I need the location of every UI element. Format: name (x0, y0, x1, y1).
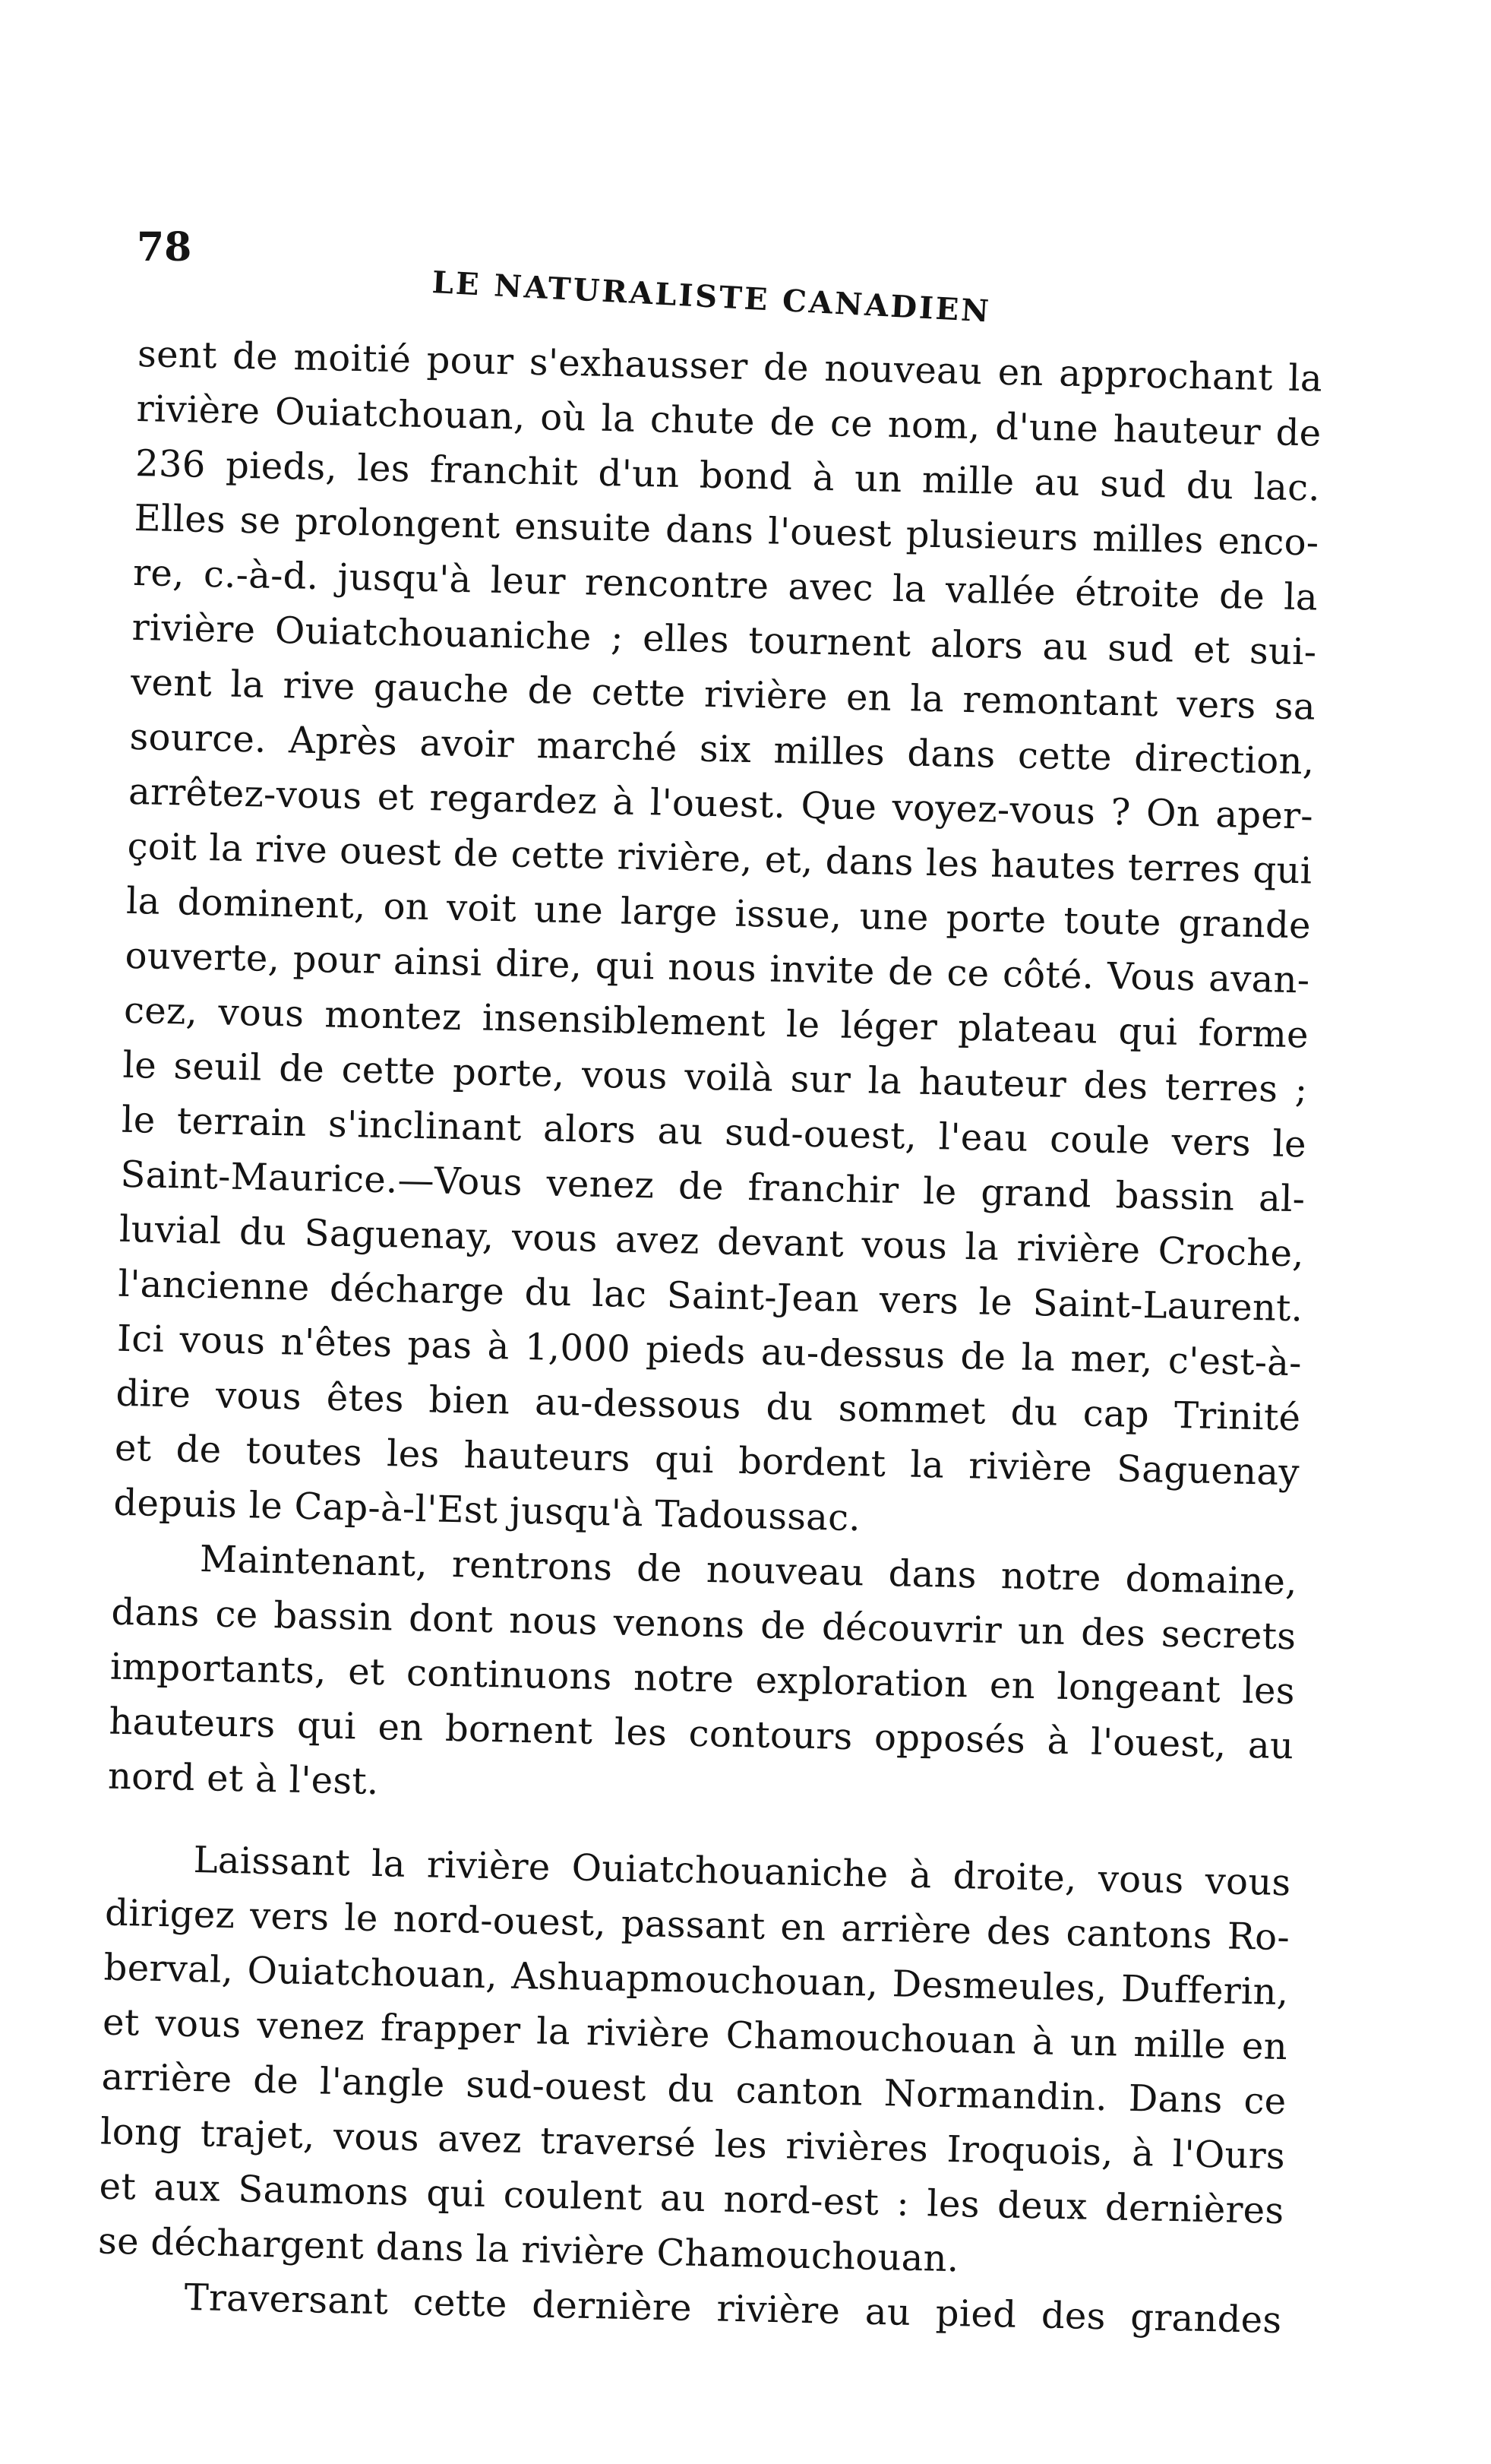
text-line: long trajet, vous avez traversé les rivières Iroquois, à l'Ours (100, 2110, 1286, 2178)
page-number: 78 (137, 224, 192, 270)
text-line: Saint-Maurice.—Vous venez de franchir le grand bassin al- (120, 1153, 1306, 1221)
text-line: vent la rive gauche de cette rivière en la remontant vers sa (130, 660, 1316, 729)
text-line: depuis le Cap-à-l'Est jusqu'à Tadoussac. (112, 1481, 861, 1540)
text-line: ouverte, pour ainsi dire, qui nous invite de ce côté. Vous avan- (125, 934, 1310, 1002)
text-line: arrêtez-vous et regardez à l'ouest. Que voyez-vous ? On aper- (128, 770, 1314, 838)
text-line: rivière Ouiatchouaniche ; elles tournent alors au sud et sui- (131, 606, 1317, 674)
text-line: le terrain s'inclinant alors au sud-ouest, l'eau coule vers le (121, 1098, 1307, 1166)
running-title: LE NATURALISTE CANADIEN (431, 264, 992, 330)
text-line: le seuil de cette porte, vous voilà sur la hauteur des terres ; (122, 1043, 1308, 1112)
text-line: Laissant la rivière Ouiatchouaniche à droite, vous vous (193, 1838, 1292, 1905)
text-line: l'ancienne décharge du lac Saint-Jean vers le Saint-Laurent. (118, 1262, 1303, 1330)
text-line: et de toutes les hauteurs qui bordent la rivière Saguenay (114, 1426, 1300, 1495)
text-line: hauteurs qui en bornent les contours opposés à l'ouest, au (108, 1700, 1294, 1768)
text-line: rivière Ouiatchouan, où la chute de ce nom, d'une hauteur de (136, 387, 1322, 455)
body-text (96, 327, 1323, 2348)
text-line: importants, et continuons notre exploration en longeant les (109, 1645, 1296, 1713)
text-line: source. Après avoir marché six milles dans cette direction, (129, 715, 1315, 783)
text-line: nord et à l'est. (107, 1754, 380, 1804)
paragraph (97, 1831, 1291, 2294)
text-line: Elles se prolongent ensuite dans l'ouest plusieurs milles enco- (134, 496, 1319, 565)
text-line: arrière de l'angle sud-ouest du canton Normandin. Dans ce (101, 2055, 1287, 2124)
text-line: dirigez vers le nord-ouest, passant en arrière des cantons Ro- (104, 1891, 1290, 1959)
text-line: dire vous êtes bien au-dessous du sommet du cap Trinité (115, 1371, 1301, 1440)
text-line: se déchargent dans la rivière Chamouchouan. (97, 2219, 960, 2281)
text-line: 236 pieds, les franchit d'un bond à un mille au sud du lac. (134, 441, 1321, 510)
paragraph (107, 1530, 1297, 1829)
text-line: la dominent, on voit une large issue, une porte toute grande (125, 879, 1312, 947)
text-line: çoit la rive ouest de cette rivière, et, dans les hautes terres qui (127, 824, 1313, 893)
text-line: cez, vous montez insensiblement le léger plateau qui forme (123, 988, 1309, 1057)
text-line: luvial du Saguenay, vous avez devant vous la rivière Croche, (118, 1207, 1305, 1276)
text-line: re, c.-à-d. jusqu'à leur rencontre avec la vallée étroite de la (132, 551, 1319, 619)
text-line: Traversant cette dernière rivière au pied des grandes (184, 2276, 1282, 2342)
text-line: berval, Ouiatchouan, Ashuapmouchouan, Desmeules, Dufferin, (103, 1946, 1290, 2014)
paragraph (113, 327, 1323, 1555)
text-line: Maintenant, rentrons de nouveau dans notre domaine, (199, 1538, 1298, 1604)
text-line: Ici vous n'êtes pas à 1,000 pieds au-dessus de la mer, c'est-à- (116, 1317, 1303, 1385)
text-line: et aux Saumons qui coulent au nord-est : les deux dernières (99, 2165, 1284, 2233)
text-line: dans ce bassin dont nous venons de découvrir un des secrets (110, 1590, 1297, 1659)
text-line: et vous venez frapper la rivière Chamouchouan à un mille en (102, 2001, 1288, 2069)
text-line: sent de moitié pour s'exhausser de nouveau en approchant la (137, 332, 1323, 400)
